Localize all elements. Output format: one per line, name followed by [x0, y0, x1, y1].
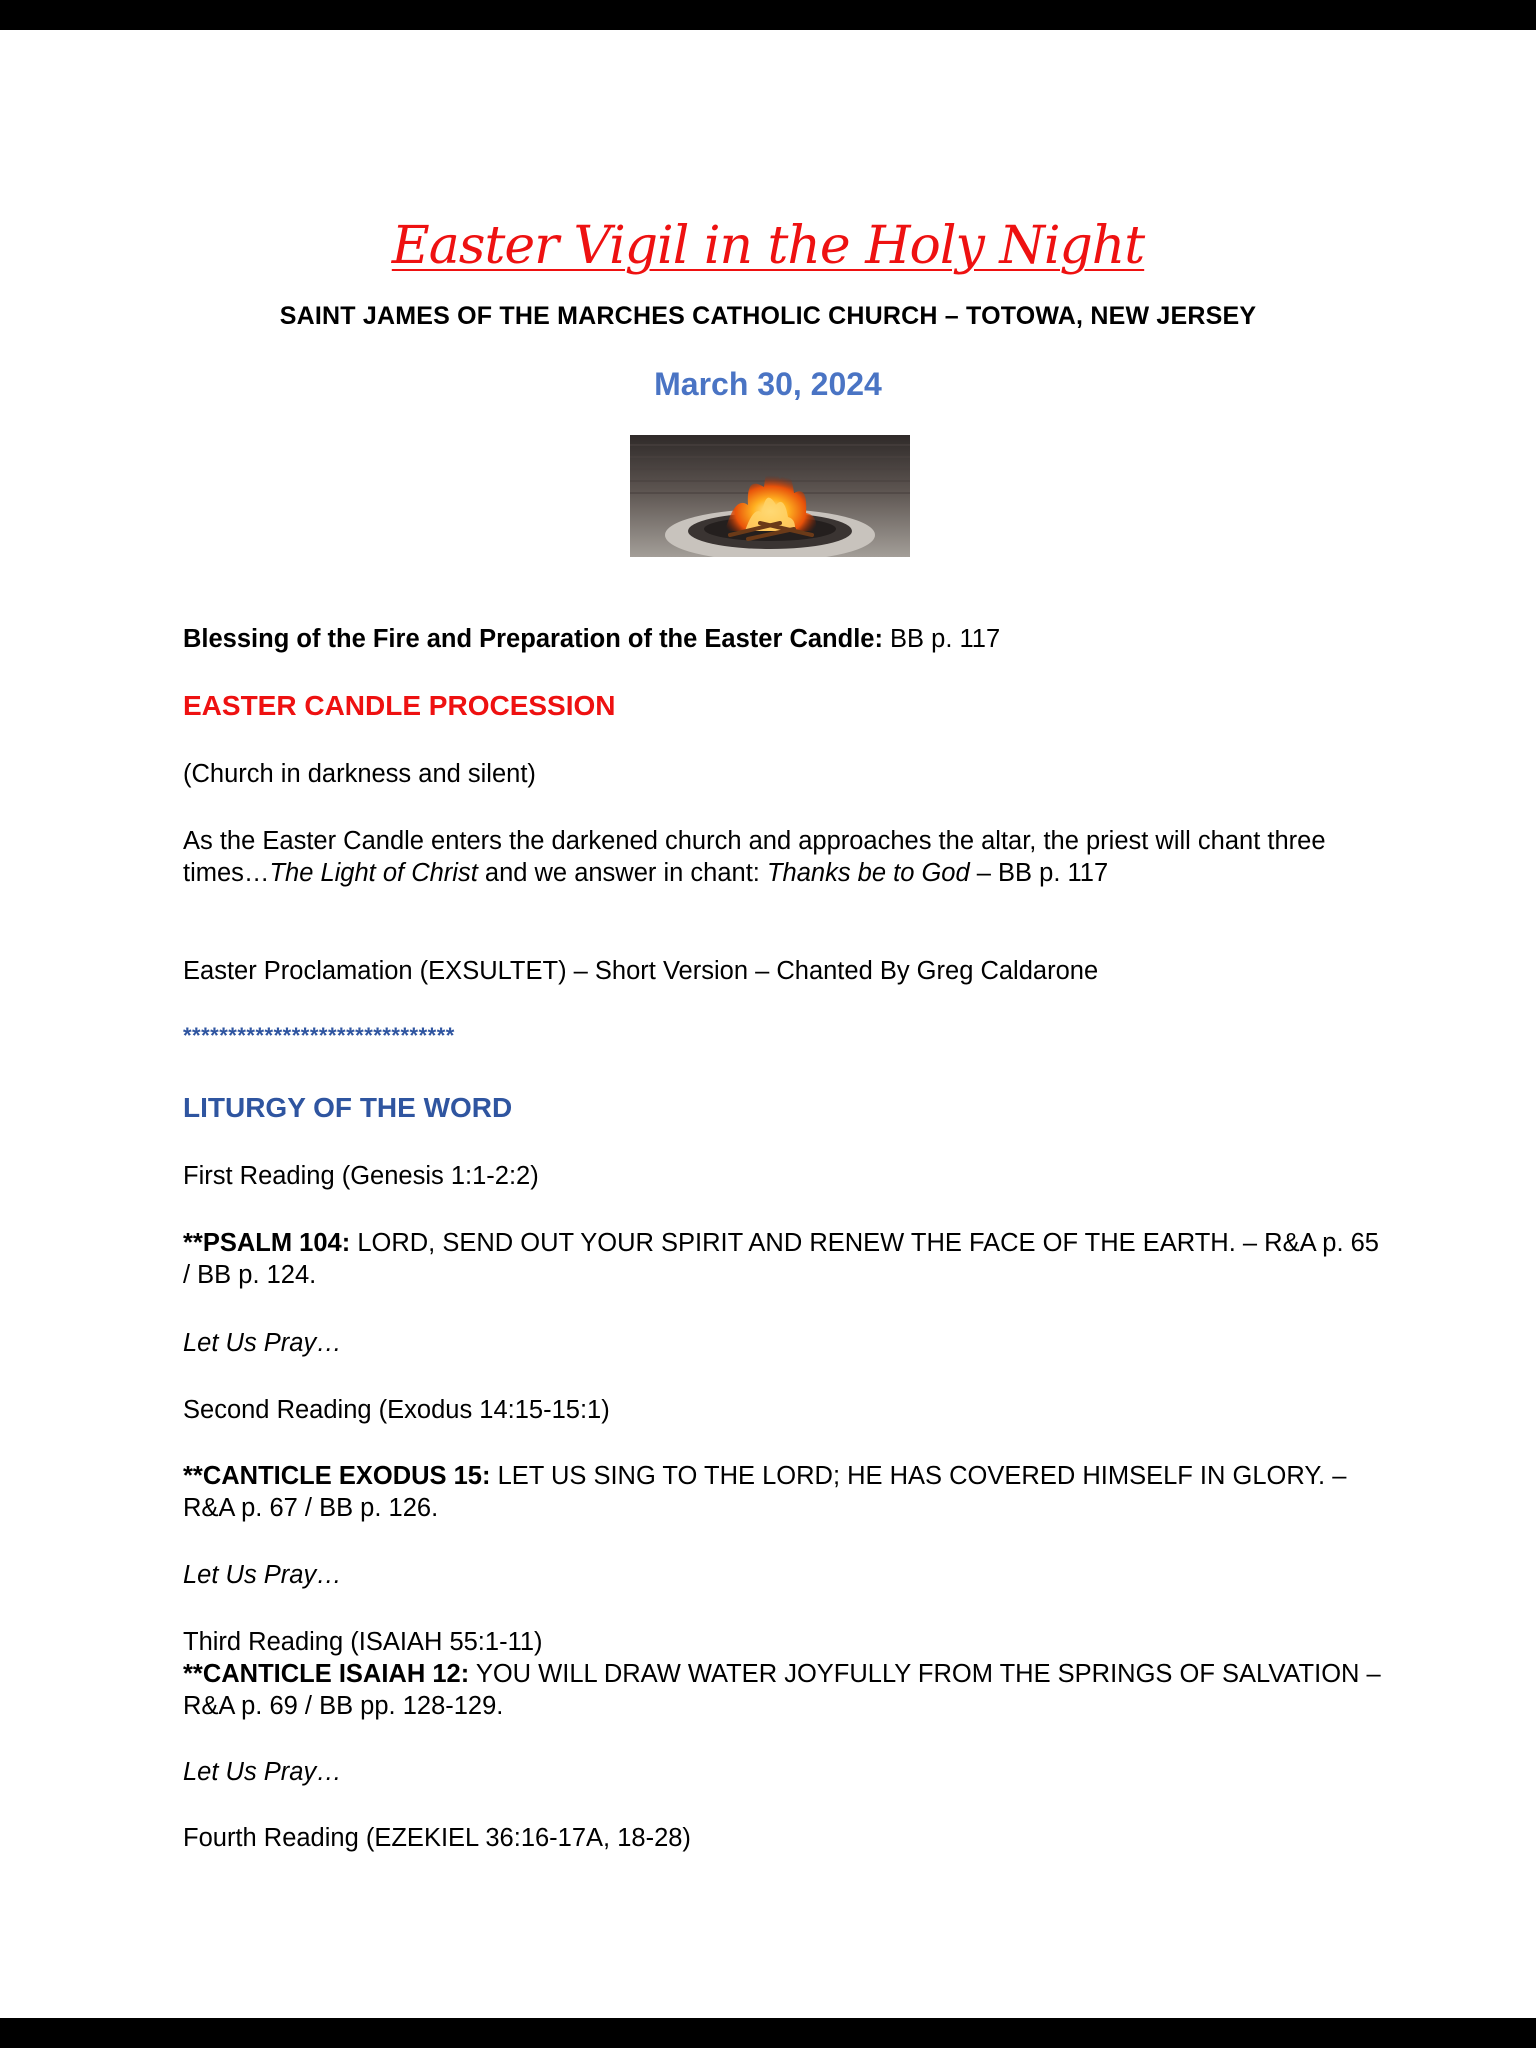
let-us-pray-1: [183, 1327, 1383, 1359]
candle-text-2: and we answer in chant:: [477, 859, 767, 887]
fire-icon: [630, 435, 910, 557]
canticle-exodus: [183, 1460, 1383, 1524]
candle-text-1: As the Easter Candle enters the darkened church and approaches the altar, the priest will chant three times…: [183, 827, 1326, 887]
let-us-pray-text-3: Let Us Pray…: [183, 1758, 342, 1786]
candle-text-3: – BB p. 117: [969, 859, 1109, 887]
canticle-isaiah: [183, 1658, 1383, 1722]
darkness-note: (Church in darkness and silent): [183, 760, 536, 788]
fourth-reading: Fourth Reading (EZEKIEL 36:16-17A, 18-28): [183, 1824, 691, 1852]
let-us-pray-2: [183, 1559, 1383, 1591]
fire-bowl-image: [630, 435, 910, 557]
procession-heading: EASTER CANDLE PROCESSION: [183, 690, 616, 721]
let-us-pray-text-2: Let Us Pray…: [183, 1561, 342, 1589]
bottom-black-bar: [0, 2018, 1536, 2048]
exsultet-line: Easter Proclamation (EXSULTET) – Short Version – Chanted By Greg Caldarone: [183, 957, 1099, 985]
event-date: March 30, 2024: [654, 366, 882, 402]
light-of-christ: The Light of Christ: [269, 859, 478, 887]
liturgy-heading: LITURGY OF THE WORD: [183, 1092, 513, 1123]
psalm-104-label: **PSALM 104:: [183, 1229, 351, 1257]
document-page: [0, 30, 1536, 2018]
let-us-pray-text-1: Let Us Pray…: [183, 1329, 342, 1357]
canticle-isaiah-text: YOU WILL DRAW WATER JOYFULLY FROM THE SPRINGS OF SALVATION – R&A p. 69 / BB pp. 128-129.: [183, 1660, 1381, 1720]
top-black-bar: [0, 0, 1536, 30]
page-title: Easter Vigil in the Holy Night: [391, 216, 1145, 276]
thanks-be-to-god: Thanks be to God: [766, 859, 970, 887]
psalm-104: [183, 1227, 1383, 1291]
church-name: SAINT JAMES OF THE MARCHES CATHOLIC CHURCH – TOTOWA, NEW JERSEY: [279, 302, 1257, 330]
blessing-line: [183, 623, 1383, 655]
psalm-104-text: LORD, SEND OUT YOUR SPIRIT AND RENEW THE FACE OF THE EARTH. – R&A p. 65 / BB p. 124.: [183, 1229, 1379, 1289]
second-reading: Second Reading (Exodus 14:15-15:1): [183, 1396, 610, 1424]
blessing-label: Blessing of the Fire and Preparation of the Easter Candle:: [183, 625, 883, 653]
first-reading: First Reading (Genesis 1:1-2:2): [183, 1162, 539, 1190]
canticle-exodus-text: LET US SING TO THE LORD; HE HAS COVERED HIMSELF IN GLORY. – R&A p. 67 / BB p. 126.: [183, 1462, 1347, 1522]
blessing-ref: BB p. 117: [882, 625, 1001, 653]
candle-paragraph: [183, 825, 1383, 889]
canticle-exodus-label: **CANTICLE EXODUS 15:: [183, 1462, 491, 1490]
third-reading: Third Reading (ISAIAH 55:1-11): [183, 1628, 543, 1656]
canticle-isaiah-label: **CANTICLE ISAIAH 12:: [183, 1660, 470, 1688]
separator-stars: ******************************: [183, 1023, 455, 1048]
let-us-pray-3: [183, 1756, 1383, 1788]
